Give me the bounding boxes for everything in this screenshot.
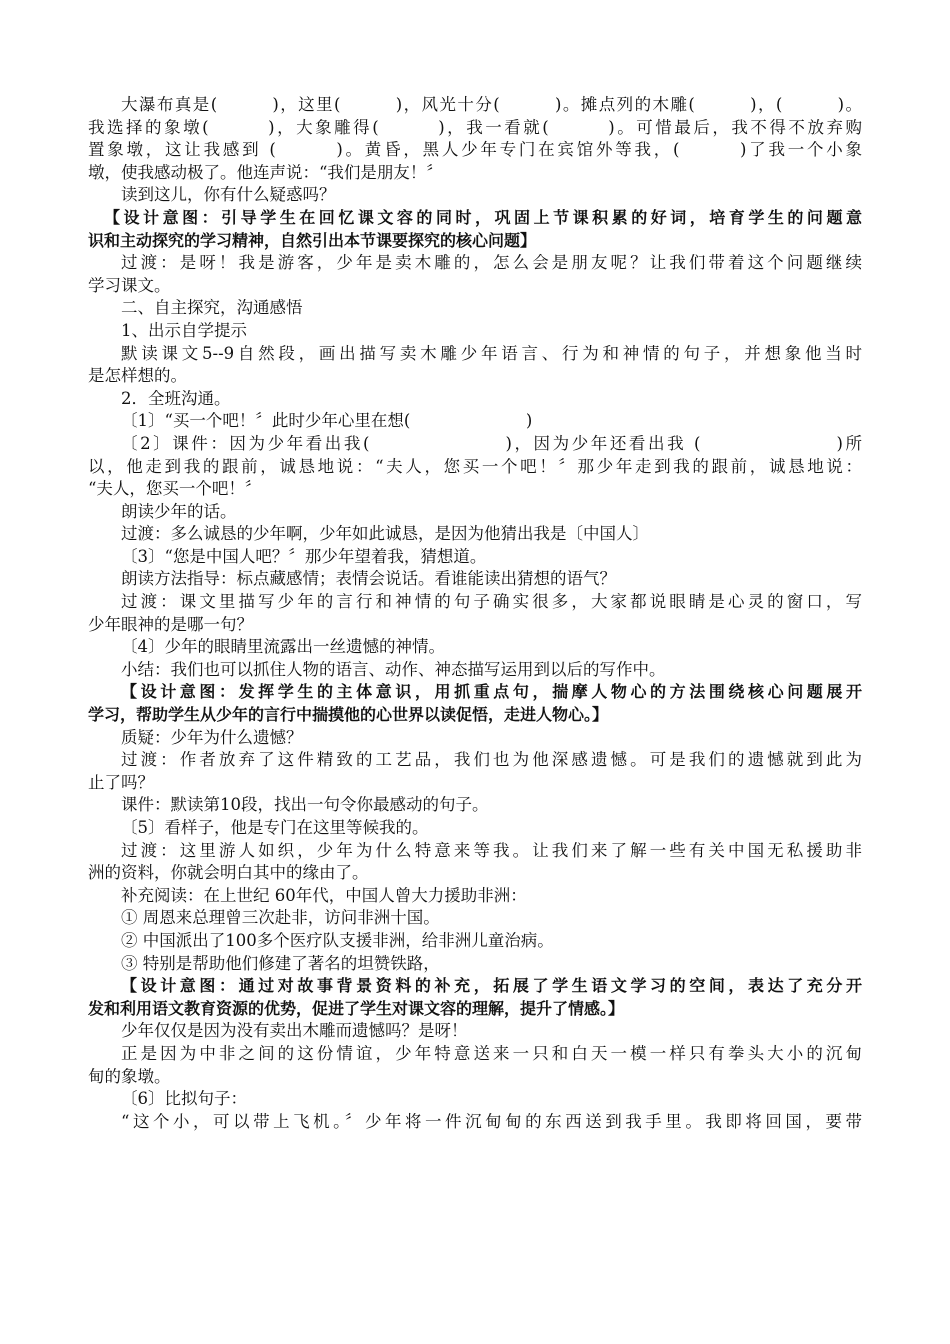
design-intent-line: 识和主动探究的学习精神，自然引出本节课要探究的核心问题】: [88, 230, 537, 250]
text-line: 过渡：多么诚恳的少年啊，少年如此诚恳，是因为他猜出我是〔中国人〕: [121, 524, 649, 544]
text-line: 〔5〕看样子，他是专门在这里等候我的。: [121, 818, 429, 837]
design-intent-line: 【设计意图：引导学生在回忆课文容的同时，巩固上节课积累的好词，培育学生的问题意: [104, 207, 862, 227]
text-line: 墩，使我感动极了。他连声说：“我们是朋友！〞: [88, 162, 443, 182]
text-line: 置象墩，这让我感到 ( )。黄昏，黑人少年专门在宾馆外等我，( )了我一个小象: [88, 140, 862, 160]
text-line: 止了吗？: [88, 772, 154, 792]
text-line: 大瀑布真是( )，这里( )，风光十分( )。摊点列的木雕( )，( )。: [121, 95, 862, 114]
text-line: 二、自主探究，沟通感悟: [121, 298, 303, 318]
text-line: 〔6〕比拟句子：: [121, 1089, 247, 1109]
text-line: 以，他走到我的跟前，诚恳地说：“夫人，您买一个吧！〞那少年走到我的跟前，诚恳地说：: [88, 456, 862, 476]
text-line: 〔4〕少年的眼睛里流露出一丝遗憾的神情。: [121, 637, 445, 657]
text-line: ③ 特别是帮助他们修建了著名的坦赞铁路，: [121, 953, 440, 973]
text-line: 少年眼神的是哪一句？: [88, 614, 253, 634]
design-intent-line: 发和利用语文教育资源的优势，促进了学生对课文容的理解，提升了情感。】: [88, 998, 625, 1018]
design-intent-line: 【设计意图：发挥学生的主体意识，用抓重点句，揣摩人物心的方法围绕核心问题展开: [121, 682, 862, 702]
text-line: “这个小，可以带上飞机。〞少年将一件沉甸甸的东西送到我手里。我即将回国，要带: [121, 1111, 862, 1131]
text-line: 朗读方法指导：标点藏感情；表情会说话。看谁能读出猜想的语气？: [121, 569, 616, 589]
text-line: 小结：我们也可以抓住人物的语言、动作、神态描写运用到以后的写作中。: [121, 659, 666, 679]
text-line: 质疑：少年为什么遗憾？: [121, 727, 303, 747]
text-line: 洲的资料，你就会明白其中的缘由了。: [88, 863, 369, 883]
text-line: 过渡：课文里描写少年的言行和神情的句子确实很多，大家都说眼睛是心灵的窗口，写: [121, 592, 862, 612]
text-line: 少年仅仅是因为没有卖出木雕而遗憾吗？是呀！: [121, 1021, 468, 1041]
text-line: 读到这儿，你有什么疑惑吗？: [121, 185, 336, 205]
text-line: 过渡：是呀！我是游客，少年是卖木雕的，怎么会是朋友呢？让我们带着这个问题继续: [121, 253, 862, 273]
text-line: 〔1〕“买一个吧！〞此时少年心里在想( ): [121, 411, 533, 431]
text-line: 正是因为中非之间的这份情谊，少年特意送来一只和白天一模一样只有拳头大小的沉甸: [121, 1043, 862, 1063]
design-intent-line: 学习，帮助学生从少年的言行中揣摸他的心世界以读促悟，走进人物心。】: [88, 705, 609, 725]
text-line: 过渡：这里游人如织，少年为什么特意来等我。让我们来了解一些有关中国无私援助非: [121, 840, 862, 860]
text-line: 〔3〕“您是中国人吧？〞那少年望着我，猜想道。: [121, 546, 487, 566]
text-line: 学习课文。: [88, 275, 171, 295]
text-line: 朗读少年的话。: [121, 501, 237, 521]
text-line: 我选择的象墩( )，大象雕得( )，我一看就( )。可惜最后，我不得不放弃购: [88, 117, 862, 137]
text-line: ② 中国派出了100多个医疗队支援非洲，给非洲儿童治病。: [121, 930, 554, 950]
text-line: 1、出示自学提示: [121, 320, 247, 340]
text-line: 补充阅读：在上世纪 60年代，中国人曾大力援助非洲：: [121, 885, 527, 905]
text-line: 默读课文5--9自然段，画出描写卖木雕少年语言、行为和神情的句子，并想象他当时: [121, 343, 862, 363]
text-line: 是怎样想的。: [88, 366, 187, 386]
text-line: “夫人，您买一个吧！〞: [88, 479, 262, 499]
text-line: 甸的象墩。: [88, 1066, 171, 1086]
text-line: ① 周恩来总理曾三次赴非，访问非洲十国。: [121, 908, 440, 928]
text-line: 课件：默读第10段，找出一句令你最感动的句子。: [121, 795, 489, 815]
text-line: 过渡：作者放弃了这件精致的工艺品，我们也为他深感遗憾。可是我们的遗憾就到此为: [121, 750, 862, 770]
text-line: 〔2〕课件：因为少年看出我( )，因为少年还看出我 ( )所: [121, 433, 862, 453]
text-line: 2．全班沟通。: [121, 388, 231, 408]
design-intent-line: 【设计意图：通过对故事背景资料的补充，拓展了学生语文学习的空间，表达了充分开: [121, 976, 862, 996]
